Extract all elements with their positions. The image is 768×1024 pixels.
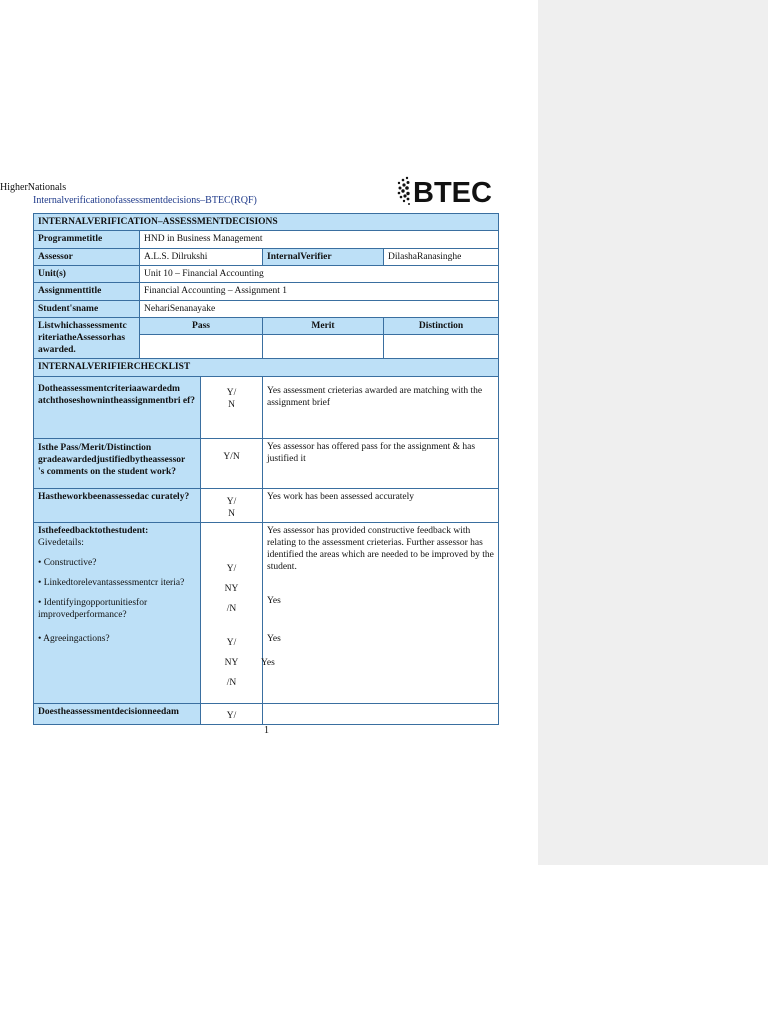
yn-assessed-accurately: Y/ N [201,489,263,523]
logo-text: BTEC [413,177,492,209]
assignment-value: Financial Accounting – Assignment 1 [140,283,499,301]
btec-logo [396,173,500,209]
verifier-label: InternalVerifier [263,249,384,266]
page-number: 1 [264,725,269,736]
question-grade-justified: Isthe Pass/Merit/Distinction gradeawardedjustifiedbytheassessor 's comments on the student work? [34,439,201,489]
programme-value: HND in Business Management [140,231,499,249]
feedback-item: • Linkedtorelevantassessmentcr iteria? [38,578,185,588]
org-name: HigherNationals [0,182,67,193]
question-assessed-accurately: Hastheworkbeenassessedac curately? [34,489,201,523]
answer-assessed-accurately: Yes work has been assessed accurately [263,489,499,523]
feedback-item: • Constructive? [38,558,97,568]
assessor-label: Assessor [34,249,140,266]
comment-pane [538,0,768,865]
unit-value: Unit 10 – Financial Accounting [140,266,499,283]
assignment-label: Assignmenttitle [34,283,140,301]
answer-grade-justified: Yes assessor has offered pass for the assignment & has justified it [263,439,499,489]
document-subtitle: Internalverificationofassessmentdecisions–BTEC(RQF) [33,195,257,206]
merit-header: Merit [263,318,384,335]
merit-cell [263,335,384,359]
programme-label: Programmetitle [34,231,140,249]
yn-grade-justified: Y/N [201,439,263,489]
assessor-value: A.L.S. Dilrukshi [140,249,263,266]
verifier-value: DilashaRanasinghe [384,249,499,266]
question-feedback: Isthefeedbacktothestudent: Givedetails: • Constructive? • Linkedtorelevantassessmentcr iteria? • Identifyingopportunitiesfor improvedperformance? • Agreeingactions? [34,523,201,704]
question-amendment: Doestheassessmentdecisionneedam [34,704,201,725]
answer-amendment [263,704,499,725]
pass-cell [140,335,263,359]
student-label: Student'sname [34,301,140,318]
distinction-header: Distinction [384,318,499,335]
answer-criteria-match: Yes assessment crieterias awarded are matching with the assignment brief [263,377,499,439]
criteria-label: Listwhichassessmentc riteriatheAssessorhas awarded. [34,318,140,359]
feedback-item: • Identifyingopportunitiesfor improvedperformance? [38,598,148,620]
yn-amendment: Y/ [201,704,263,725]
distinction-cell [384,335,499,359]
section-title-checklist: INTERNALVERIFIERCHECKLIST [34,359,499,377]
question-criteria-match: Dotheassessmentcriteriaawardedm atchthoseshownintheassignmentbri ef? [34,377,201,439]
feedback-item: • Agreeingactions? [38,634,110,644]
answer-feedback: Yes assessor has provided constructive feedback with relating to the assessment crieterias. Further assessor has identified the areas which are needed to be improved by the student. Yes Yes Yes [263,523,499,704]
unit-label: Unit(s) [34,266,140,283]
section-title-decisions: INTERNALVERIFICATION–ASSESSMENTDECISIONS [34,214,499,231]
pass-header: Pass [140,318,263,335]
verification-table [33,213,499,725]
student-value: NehariSenanayake [140,301,499,318]
yn-criteria-match: Y/ N [201,377,263,439]
yn-feedback: Y/ NY /N Y/ NY /N [201,523,263,704]
